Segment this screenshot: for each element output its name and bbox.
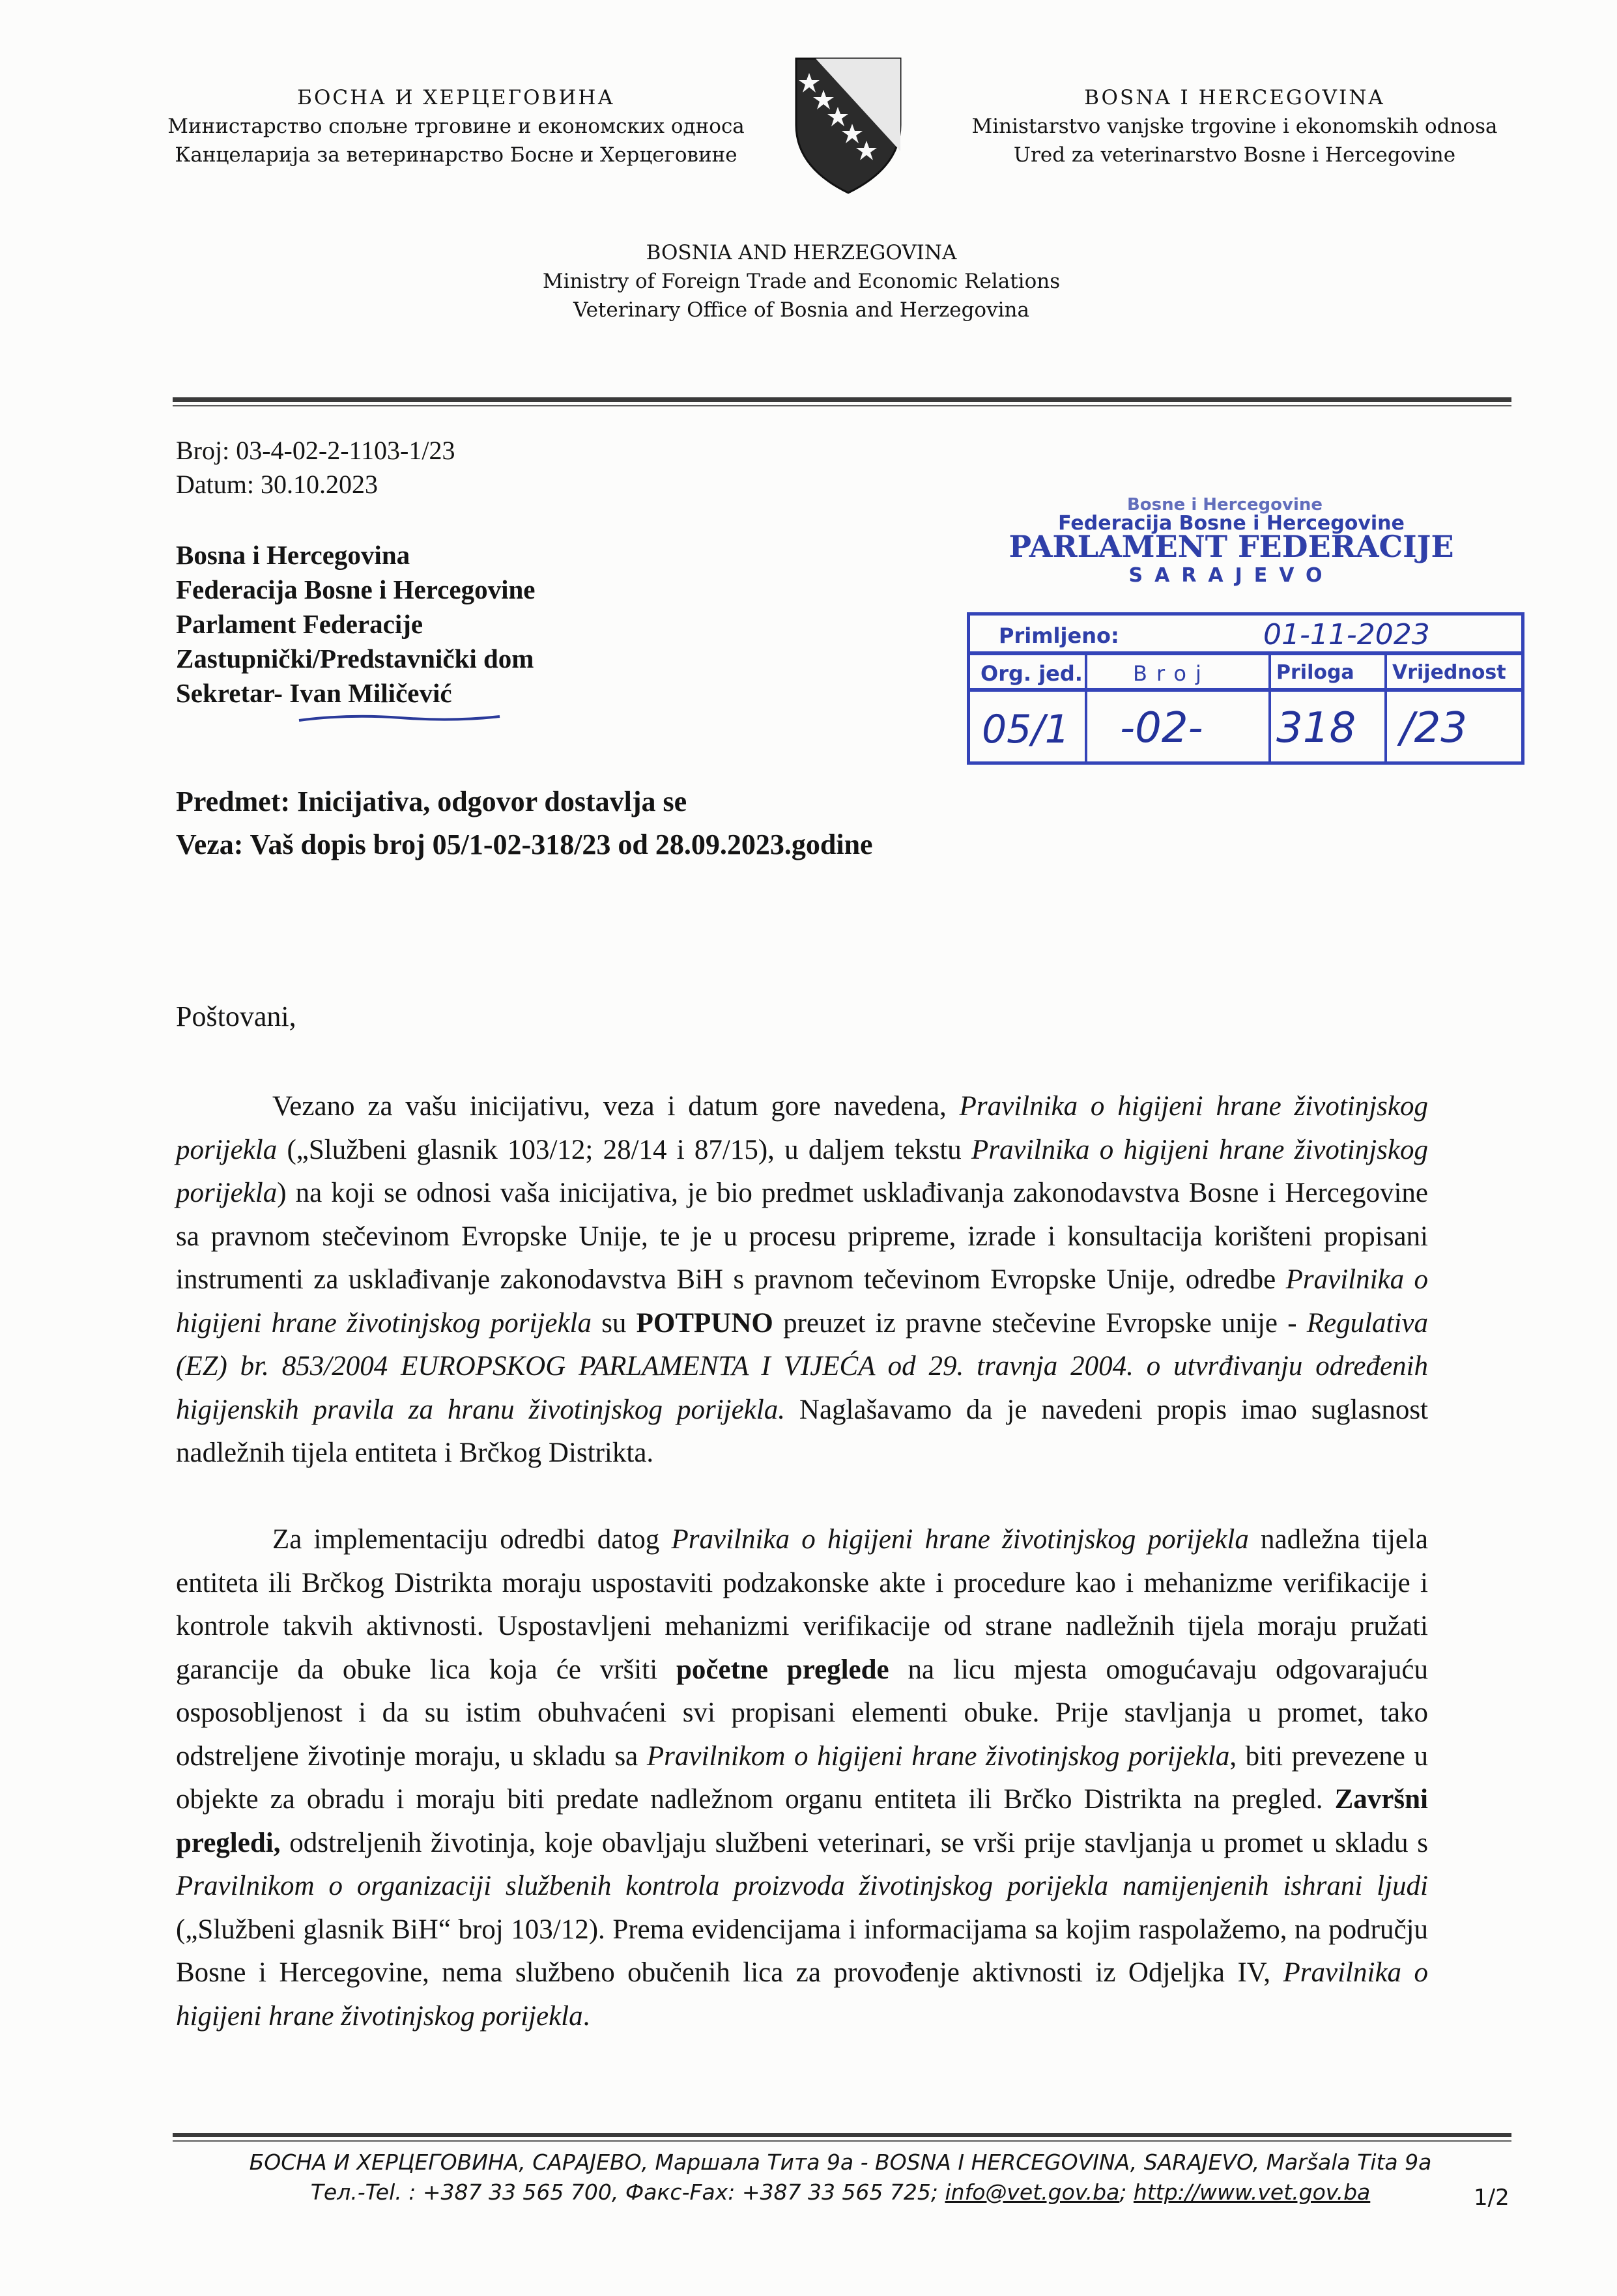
footer-divider-thin (173, 2140, 1511, 2142)
header-center-title: BOSNIA AND HERZEGOVINA (646, 241, 957, 264)
p2-text-1: Za implementaciju odredbi datog (272, 1524, 672, 1555)
header-left-line2: Канцеларија за ветеринарство Босне и Херцеговине (175, 143, 737, 167)
p2-italic-4: Pravilnika o higijeni hrane životinjskog porijekla (176, 1957, 1428, 2032)
parliament-stamp (964, 495, 1524, 769)
p2-text-6: („Službeni glasnik BiH“ broj 103/12). Prema evidencijama i informacijama sa kojim raspolažemo, na području Bosne i Hercegovine, nema službeno obučenih lica za provođenje aktivnosti iz Odjeljka IV, (176, 1914, 1428, 1988)
stamp-received-date: 01-11-2023 (1263, 618, 1430, 651)
header-center-line2: Veterinary Office of Bosnia and Herzegovina (573, 298, 1029, 322)
stamp-received-row (967, 612, 1524, 655)
footer-contact (156, 2177, 1524, 2208)
stamp-line3: PARLAMENT FEDERACIJE (1009, 529, 1454, 564)
document-number: Broj: 03-4-02-2-1103-1/23 (176, 436, 455, 465)
p1-bold-1: POTPUNO (636, 1307, 773, 1339)
header-right (922, 83, 1547, 169)
recipient-line5: Sekretar- Ivan Miličević (176, 678, 452, 708)
stamp-val-priloga: 318 (1276, 704, 1356, 752)
subject-predmet: Predmet: Inicijativa, odgovor dostavlja se (176, 786, 687, 817)
header-right-line2: Ured za veterinarstvo Bosne i Hercegovine (1013, 143, 1456, 167)
footer-url-link[interactable]: http://www.vet.gov.ba (1133, 2179, 1371, 2205)
header-left (130, 83, 782, 169)
stamp-val-vrijednost: /23 (1400, 704, 1467, 752)
document-date: Datum: 30.10.2023 (176, 470, 378, 499)
stamp-divider (1085, 655, 1087, 688)
p1-italic-3: Pravilnika o higijeni hrane životinjskog porijekla (176, 1264, 1428, 1339)
subject-veza: Veza: Vaš dopis broj 05/1-02-318/23 od 28.09.2023.godine (176, 829, 873, 860)
p2-text-4: , biti prevezene u objekte za obradu i moraju biti predate nadležnom organu entiteta ili Brčko Distrikta na pregled. (176, 1740, 1428, 1815)
header-divider (173, 397, 1511, 402)
stamp-col-vrijednost: Vrijednost (1392, 661, 1506, 684)
recipient-line2: Federacija Bosne i Hercegovine (176, 574, 536, 604)
footer-separator: ; (1119, 2179, 1134, 2205)
stamp-divider (1268, 691, 1271, 761)
stamp-line1: Bosne i Hercegovine (1126, 495, 1323, 515)
p1-text-6: Naglašavamo da je navedeni propis imao suglasnost nadležnih tijela entiteta i Brčkog Distrikta. (176, 1394, 1428, 1468)
stamp-divider (1384, 691, 1387, 761)
recipient-line1: Bosna i Hercegovina (176, 540, 410, 570)
p2-text-2: nadležna tijela entiteta ili Brčkog Distrikta moraju uspostaviti podzakonske akte i procedure kao i mehanizme verifikacije i kontrole takvih aktivnosti. Uspostavljeni mehanizmi verifikacije od strane nadležnih tijela moraju pružati garancije da obuke lica koja će vršiti (176, 1524, 1428, 1685)
coat-of-arms-icon (790, 53, 907, 197)
header-left-line1: Министарство спољне трговине и економских односа (167, 115, 745, 138)
p1-text-3: ) na koji se odnosi vaša inicijativa, je bio predmet usklađivanja zakonodavstva Bosne i Hercegovine sa pravnom stečevinom Evropske Unije, te je u procesu pripreme, izrade i konsultacija korišteni propisani instrumenti za usklađivanje zakonodavstva BiH s pravnom tečevinom Evropske Unije, odredbe (176, 1178, 1428, 1295)
p1-italic-4: Regulativa (EZ) br. 853/2004 EUROPSKOG PARLAMENTA I VIJEĆA od 29. travnja 2004. o utvrđivanju određenih higijenskih pravila za hranu životinjskog porijekla. (176, 1307, 1429, 1425)
p1-text-4: su (591, 1307, 637, 1339)
stamp-col-broj: Broj (1133, 661, 1210, 686)
stamp-line2: Federacija Bosne i Hercegovine (1058, 512, 1405, 535)
stamp-col-priloga: Priloga (1276, 661, 1354, 684)
greeting: Poštovani, (176, 1000, 296, 1032)
subject-block (176, 780, 873, 866)
footer-address: БОСНА И ХЕРЦЕГОВИНА, САРАЈЕВО, Маршала Тита 9а - BOSNA I HERCEGOVINA, SARAJEVO, Maršala Tita 9a (249, 2149, 1432, 2175)
p2-italic-1: Pravilnika o higijeni hrane životinjskog porijekla (671, 1524, 1249, 1555)
stamp-divider (1085, 691, 1087, 761)
stamp-line4: SARAJEVO (1128, 564, 1334, 587)
document-meta (176, 434, 455, 502)
p1-text-2: („Službeni glasnik 103/12; 28/14 i 87/15), u daljem tekstu (277, 1134, 972, 1165)
p2-bold-1: početne preglede (676, 1654, 889, 1685)
recipient-line3: Parlament Federacije (176, 609, 423, 639)
p2-bold-2: Završni pregledi, (176, 1784, 1428, 1858)
p1-text-5: preuzet iz pravne stečevine Evropske unije - (773, 1307, 1307, 1339)
body-paragraph-2 (176, 1518, 1428, 2038)
stamp-header-row (967, 651, 1524, 692)
stamp-col-org: Org. jed. (980, 661, 1083, 686)
page-number: 1/2 (1474, 2185, 1510, 2211)
header-center-line1: Ministry of Foreign Trade and Economic Relations (542, 270, 1061, 293)
p2-italic-2: Pravilnikom o higijeni hrane životinjskog porijekla (646, 1740, 1230, 1772)
stamp-value-row (967, 688, 1524, 765)
header-right-line1: Ministarstvo vanjske trgovine i ekonomskih odnosa (971, 115, 1498, 138)
p2-text-3: na licu mjesta omogućavaju odgovarajuću osposobljenost i da su istim obuhvaćeni svi propisani elementi obuke. Prije stavljanja u promet, tako odstreljene životinje moraju, u skladu sa (176, 1654, 1428, 1772)
body-paragraph-1 (176, 1085, 1428, 1475)
stamp-val-broj: -02- (1120, 704, 1203, 752)
p1-text-1: Vezano za vašu inicijativu, veza i datum gore navedena, (272, 1091, 960, 1122)
footer-email-link[interactable]: info@vet.gov.ba (945, 2179, 1120, 2205)
handwritten-underline (296, 711, 505, 727)
recipient-block (176, 538, 535, 711)
header-center (456, 238, 1147, 324)
p1-italic-2: Pravilnika o higijeni hrane životinjskog porijekla (176, 1134, 1428, 1208)
header-left-title: БОСНА И ХЕРЦЕГОВИНА (297, 86, 615, 109)
p1-italic-1: Pravilnika o higijeni hrane životinjskog porijekla (176, 1091, 1428, 1165)
recipient-line4: Zastupnički/Predstavnički dom (176, 644, 534, 673)
stamp-received-label: Primljeno: (999, 623, 1119, 648)
header-right-title: BOSNA I HERCEGOVINA (1084, 86, 1385, 109)
stamp-divider (1268, 655, 1271, 688)
stamp-divider (1384, 655, 1387, 688)
header-divider-thin (173, 405, 1511, 406)
footer-divider (173, 2133, 1511, 2137)
p2-text-7: . (582, 2000, 590, 2032)
p2-text-5: odstreljenih životinja, koje obavljaju službeni veterinari, se vrši prije stavljanja u promet u skladu s (280, 1827, 1428, 1858)
footer-phone-fax: Тел.-Tel. : +387 33 565 700, Факс-Fax: +387 33 565 725; (310, 2179, 945, 2205)
stamp-val-org: 05/1 (982, 707, 1070, 752)
p2-italic-3: Pravilnikom o organizaciji službenih kontrola proizvoda životinjskog porijekla namijenjenih ishrani ljudi (176, 1871, 1428, 1901)
